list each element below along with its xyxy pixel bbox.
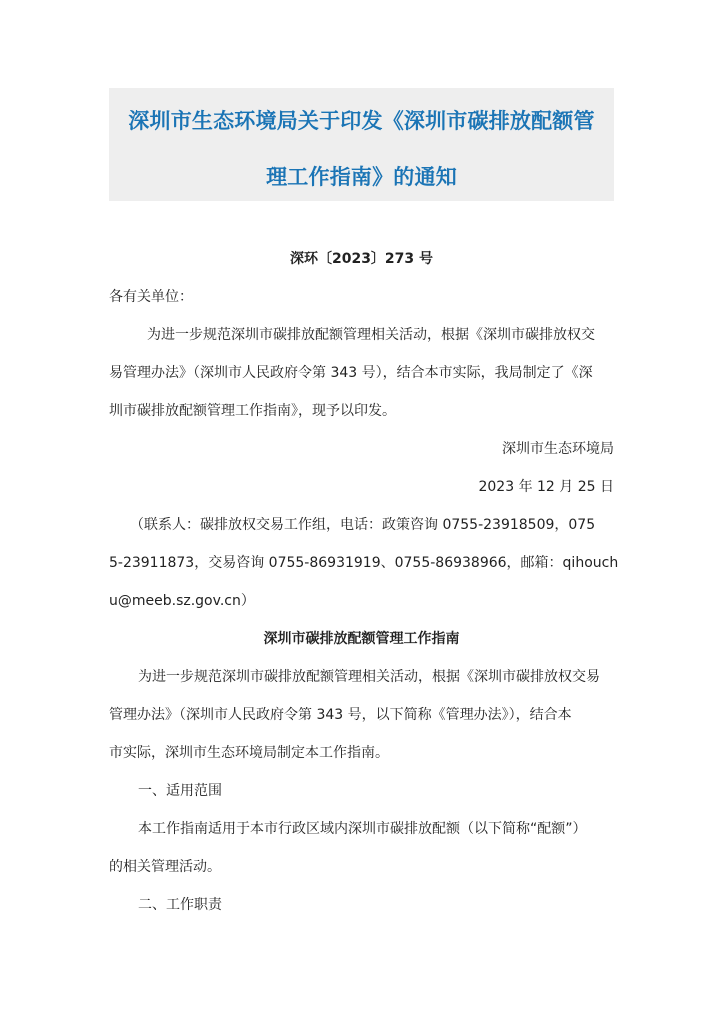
guide-paragraph-line: 市实际，深圳市生态环境局制定本工作指南。 bbox=[109, 745, 389, 761]
contact-line: （联系人：碳排放权交易工作组，电话：政策咨询 0755-23918509，075 bbox=[130, 517, 596, 533]
scope-paragraph-line: 本工作指南适用于本市行政区域内深圳市碳排放配额（以下简称“配额”） bbox=[138, 821, 587, 837]
salutation: 各有关单位： bbox=[109, 289, 193, 305]
guide-title: 深圳市碳排放配额管理工作指南 bbox=[263, 631, 460, 647]
section-heading-scope: 一、适用范围 bbox=[138, 783, 222, 799]
guide-paragraph-line: 为进一步规范深圳市碳排放配额管理相关活动，根据《深圳市碳排放权交易 bbox=[138, 669, 600, 685]
guide-paragraph-line: 管理办法》（深圳市人民政府令第 343 号，以下简称《管理办法》），结合本 bbox=[109, 707, 572, 723]
contact-line: u@meeb.sz.gov.cn） bbox=[109, 593, 255, 609]
doc-number: 深环〔2023〕273 号 bbox=[289, 251, 434, 267]
signature-org: 深圳市生态环境局 bbox=[502, 441, 614, 457]
doc-title-line-2: 理工作指南》的通知 bbox=[266, 165, 457, 189]
doc-title-line-1: 深圳市生态环境局关于印发《深圳市碳排放配额管 bbox=[128, 109, 595, 133]
scope-paragraph-line: 的相关管理活动。 bbox=[109, 859, 221, 875]
signature-date: 2023 年 12 月 25 日 bbox=[478, 479, 614, 495]
notice-paragraph-line: 为进一步规范深圳市碳排放配额管理相关活动，根据《深圳市碳排放权交 bbox=[147, 327, 595, 343]
notice-paragraph-line: 圳市碳排放配额管理工作指南》，现予以印发。 bbox=[109, 403, 396, 419]
contact-line: 5-23911873，交易咨询 0755-86931919、0755-86938966，邮箱：qihouch bbox=[109, 555, 619, 571]
title-banner bbox=[109, 88, 614, 201]
notice-paragraph-line: 易管理办法》（深圳市人民政府令第 343 号），结合本市实际，我局制定了《深 bbox=[109, 365, 593, 381]
section-heading-duties: 二、工作职责 bbox=[138, 897, 222, 913]
